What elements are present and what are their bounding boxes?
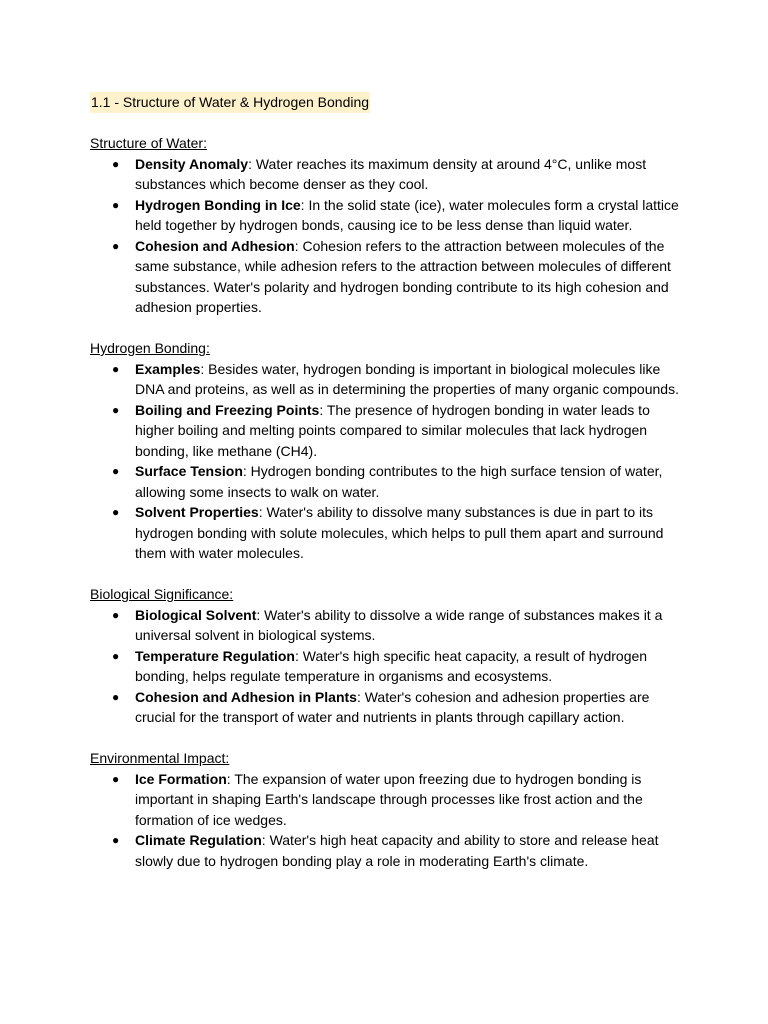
section	[90, 338, 690, 564]
item-term: Hydrogen Bonding in Ice	[135, 196, 301, 213]
list-item	[90, 502, 690, 564]
bullet-icon: ●	[112, 238, 120, 253]
item-description: : Water's cohesion and adhesion properties are crucial for the transport of water and nutrients in plants through capillary action.	[135, 688, 650, 725]
section-heading: Environmental Impact:	[90, 750, 230, 766]
document-title: 1.1 - Structure of Water & Hydrogen Bonding	[90, 92, 370, 113]
item-description: : Water's ability to dissolve many substances is due in part to its hydrogen bonding with solute molecules, which helps to pull them apart and surround them with water molecules.	[135, 504, 664, 561]
item-description: : Water's high heat capacity and ability to store and release heat slowly due to hydrogen bonding play a role in moderating Earth's climate.	[135, 832, 659, 869]
bullet-list	[90, 359, 690, 564]
bullet-list	[90, 605, 690, 728]
document-body	[90, 133, 690, 871]
list-item	[90, 646, 690, 687]
item-term: Solvent Properties	[135, 504, 259, 520]
item-term: Surface Tension	[135, 463, 243, 479]
item-term: Boiling and Freezing Points	[135, 401, 320, 418]
bullet-icon: ●	[112, 689, 120, 704]
item-description: : The presence of hydrogen bonding in water leads to higher boiling and melting points compared to similar molecules that lack hydrogen bonding, like methane (CH4).	[135, 401, 650, 459]
item-term: Ice Formation	[135, 770, 227, 787]
list-item	[90, 605, 690, 646]
bullet-icon: ●	[112, 402, 120, 417]
list-item	[90, 687, 690, 728]
bullet-list	[90, 154, 690, 318]
item-term: Biological Solvent	[135, 606, 257, 623]
section-heading: Biological Significance:	[90, 586, 234, 602]
item-term: Cohesion and Adhesion in Plants	[135, 688, 357, 705]
bullet-icon: ●	[112, 505, 120, 519]
list-item	[90, 195, 690, 236]
bullet-icon: ●	[112, 361, 120, 376]
bullet-icon: ●	[112, 771, 120, 786]
item-description: : The expansion of water upon freezing due to hydrogen bonding is important in shaping Earth's landscape through processes like frost action and the formation of ice wedges.	[135, 770, 643, 828]
item-description: : Besides water, hydrogen bonding is important in biological molecules like DNA and proteins, as well as in determining the properties of many organic compounds.	[135, 360, 679, 397]
item-description: : Water's ability to dissolve a wide range of substances makes it a universal solvent in biological systems.	[135, 606, 663, 643]
list-item	[90, 359, 690, 400]
item-description: : Cohesion refers to the attraction between molecules of the same substance, while adhesion refers to the attraction between molecules of different substances. Water's polarity and hydrogen bonding contribute to its high cohesion and adhesion properties.	[135, 237, 671, 315]
section-heading: Structure of Water:	[90, 135, 207, 151]
section-heading: Hydrogen Bonding:	[90, 340, 210, 356]
bullet-icon: ●	[112, 464, 120, 478]
list-item	[90, 400, 690, 462]
list-item	[90, 154, 690, 195]
item-description: : Water reaches its maximum density at around 4°C, unlike most substances which become denser as they cool.	[135, 155, 647, 192]
list-item	[90, 461, 690, 502]
item-term: Climate Regulation	[135, 832, 262, 848]
bullet-icon: ●	[112, 648, 120, 663]
bullet-icon: ●	[112, 607, 120, 622]
item-term: Examples	[135, 360, 201, 377]
section	[90, 748, 690, 871]
item-term: Density Anomaly	[135, 155, 249, 172]
item-description: : Water's high specific heat capacity, a result of hydrogen bonding, helps regulate temperature in organisms and ecosystems.	[135, 647, 648, 684]
bullet-icon: ●	[112, 197, 120, 212]
bullet-icon: ●	[112, 156, 120, 171]
list-item	[90, 769, 690, 831]
list-item	[90, 830, 690, 871]
list-item	[90, 236, 690, 318]
bullet-icon: ●	[112, 833, 120, 847]
section	[90, 584, 690, 728]
item-description: : In the solid state (ice), water molecules form a crystal lattice held together by hydrogen bonds, causing ice to be less dense than liquid water.	[135, 196, 679, 233]
item-term: Cohesion and Adhesion	[135, 237, 295, 254]
document-page	[90, 92, 690, 892]
bullet-list	[90, 769, 690, 872]
item-term: Temperature Regulation	[135, 647, 295, 664]
section	[90, 133, 690, 318]
item-description: : Hydrogen bonding contributes to the high surface tension of water, allowing some insects to walk on water.	[135, 463, 663, 500]
